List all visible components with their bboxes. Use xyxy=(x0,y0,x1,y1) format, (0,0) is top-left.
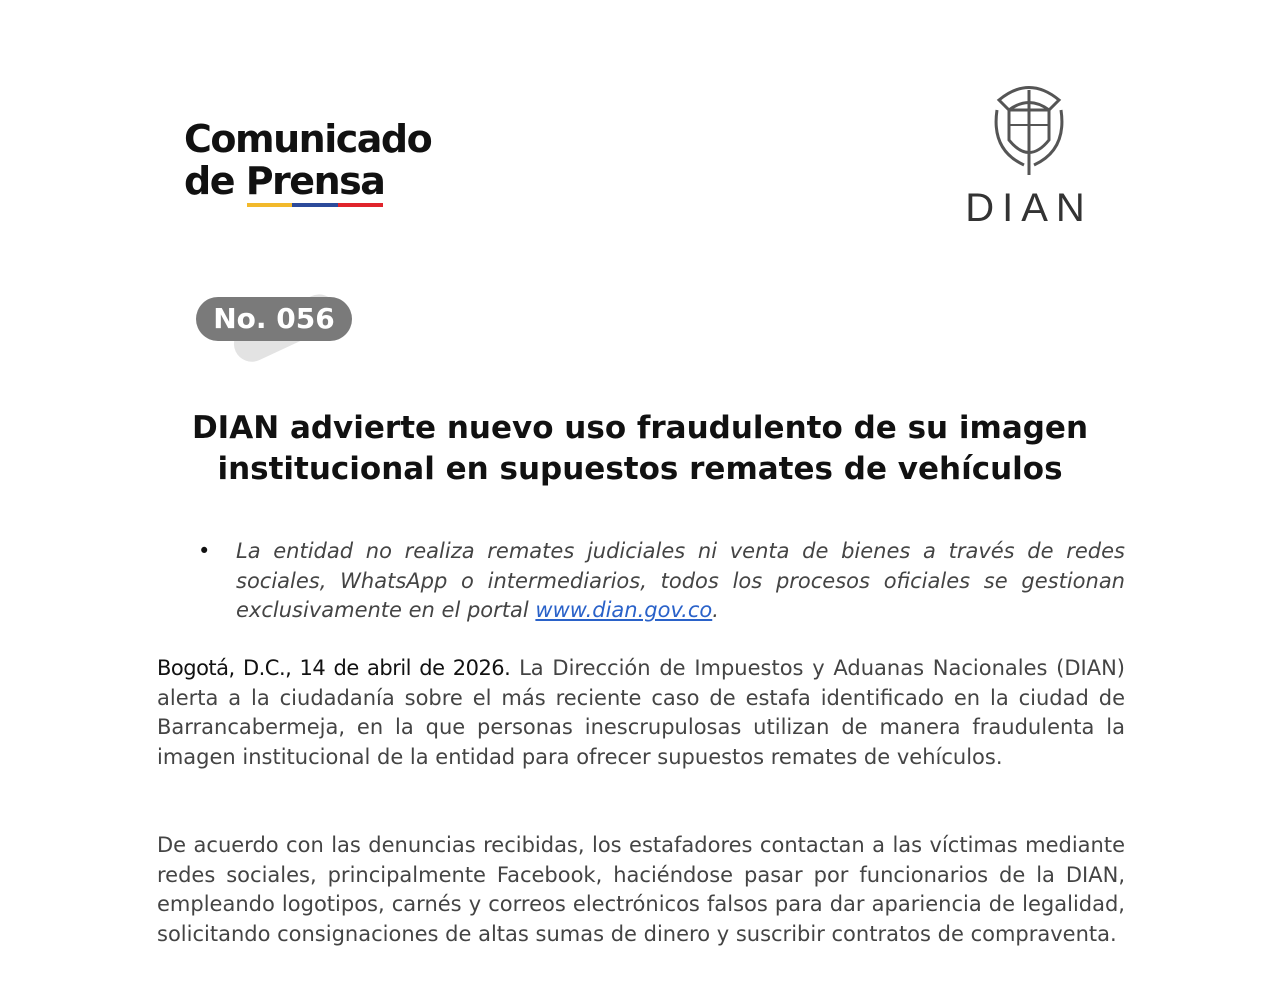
title-line-2: institucional en supuestos remates de vehículos xyxy=(217,451,1063,487)
bullet-text: La entidad no realiza remates judiciales ni venta de bienes a través de redes sociales, WhatsApp o intermediarios, todos los procesos oficiales se gestionan exclusivamente en el portal xyxy=(236,539,1125,622)
paragraph-1 xyxy=(157,654,1125,772)
dateline: Bogotá, D.C., 14 de abril de 2026. xyxy=(157,656,511,680)
coat-of-arms-icon xyxy=(979,80,1079,180)
bullet-icon: • xyxy=(198,539,211,563)
title-line-1: DIAN advierte nuevo uso fraudulento de su imagen xyxy=(191,410,1089,446)
release-number-badge: No. 056 xyxy=(196,297,352,341)
flag-stripe xyxy=(247,203,383,207)
logo-text: DIAN xyxy=(965,186,1093,230)
dian-portal-link[interactable]: www.dian.gov.co xyxy=(535,598,713,622)
press-release-heading xyxy=(184,118,431,202)
brand-line-1: Comunicado xyxy=(184,117,432,161)
paragraph-2 xyxy=(157,831,1125,949)
page-title xyxy=(140,408,1140,490)
paragraph-text: De acuerdo con las denuncias recibidas, los estafadores contactan a las víctimas mediante redes sociales, principalmente Facebook, haciéndose pasar por funcionarios de la DIAN, empleando logotipos, carnés y correos electrónicos falsos para dar apariencia de legalidad, solicitando consignaciones de altas sumas de dinero y suscribir contratos de compraventa. xyxy=(157,833,1125,946)
paragraph-text: La Dirección de Impuestos y Aduanas Nacionales (DIAN) alerta a la ciudadanía sobre el más reciente caso de estafa identificado en la ciudad de Barrancabermeja, en la que personas inescrupulosas utilizan de manera fraudulenta la imagen institucional de la entidad para ofrecer supuestos remates de vehículos. xyxy=(157,656,1125,769)
brand-line-2: de Prensa xyxy=(184,159,385,203)
bullet-end: . xyxy=(712,598,719,622)
summary-bullet xyxy=(198,537,1125,626)
dian-logo xyxy=(944,80,1114,228)
